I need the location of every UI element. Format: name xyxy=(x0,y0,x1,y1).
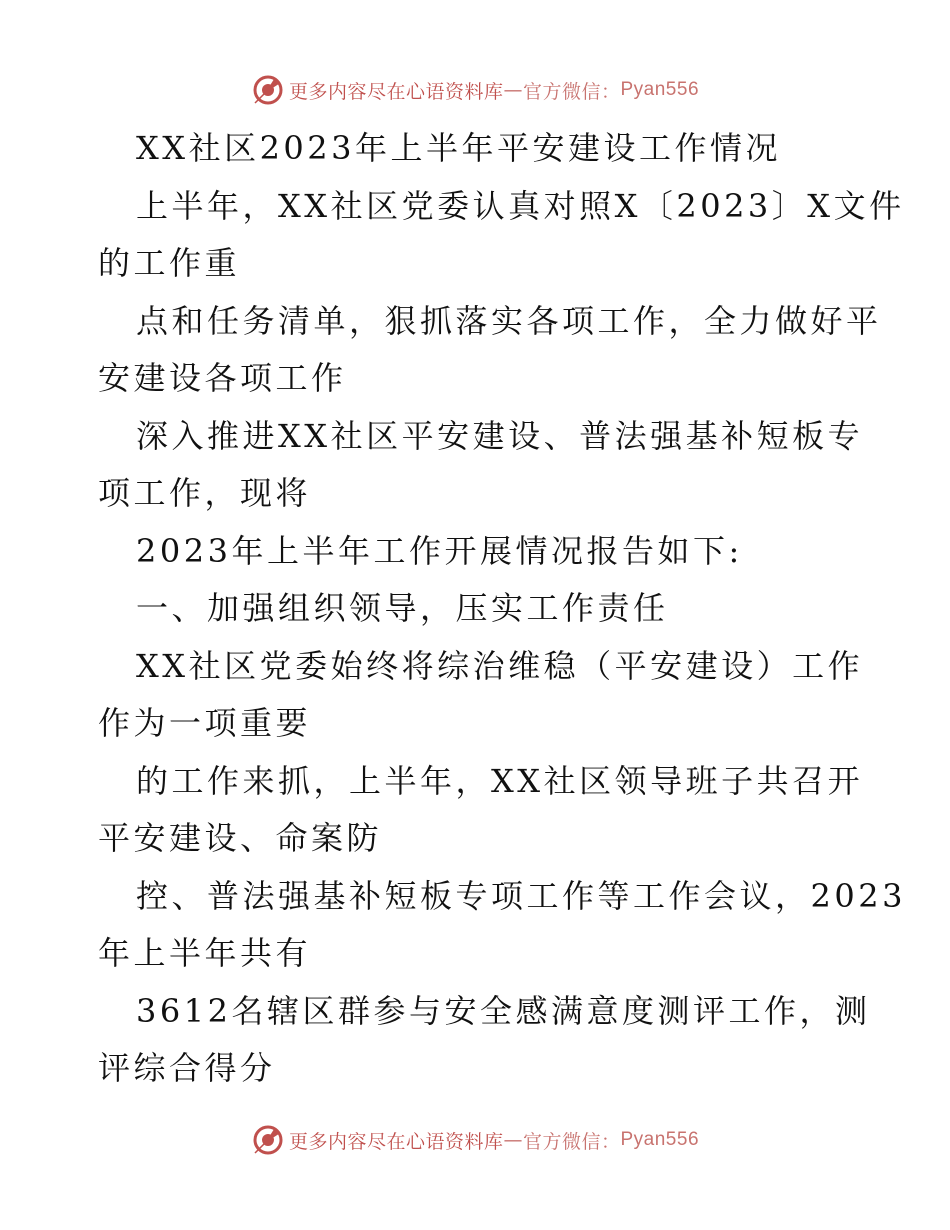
paragraph-line: XX社区党委始终将综治维稳（平安建设）工作 xyxy=(136,646,864,685)
pen-logo-icon xyxy=(251,1123,285,1157)
watermark-contact-label: 官方微信： xyxy=(522,1130,621,1153)
watermark-contact-label: 官方微信： xyxy=(522,80,621,103)
footer-watermark xyxy=(0,1120,950,1160)
paragraph-line: 点和任务清单，狠抓落实各项工作，全力做好平 xyxy=(136,301,882,340)
paragraph-line: 3612名辖区群参与安全感满意度测评工作，测 xyxy=(136,991,871,1030)
watermark-separator: — xyxy=(503,79,523,101)
paragraph-line: 项工作，现将 xyxy=(98,474,312,512)
paragraph-line: 年上半年共有 xyxy=(98,934,312,972)
paragraph-line: 的工作重 xyxy=(98,244,241,282)
watermark-text: 更多内容尽在心语资料库 xyxy=(288,1130,504,1153)
paragraph-line: 2023年上半年工作开展情况报告如下: xyxy=(136,531,743,570)
watermark-text: 更多内容尽在心语资料库 xyxy=(288,80,504,103)
watermark-contact-id: Pyan556 xyxy=(620,79,700,100)
watermark-contact-id: Pyan556 xyxy=(620,1129,700,1150)
paragraph-line: 平安建设、命案防 xyxy=(98,819,383,857)
paragraph-line: 评综合得分 xyxy=(98,1049,276,1087)
paragraph-line: 作为一项重要 xyxy=(98,704,312,742)
document-title: XX社区2023年上半年平安建设工作情况 xyxy=(136,129,782,167)
paragraph-line: 安建设各项工作 xyxy=(98,359,347,397)
section-heading: 一、加强组织领导，压实工作责任 xyxy=(136,589,669,627)
paragraph-line: 的工作来抓，上半年，XX社区领导班子共召开 xyxy=(136,761,864,800)
paragraph-line: 控、普法强基补短板专项工作等工作会议，2023 xyxy=(136,876,906,915)
header-watermark xyxy=(0,70,950,110)
paragraph-line: 上半年，XX社区党委认真对照X〔2023〕X文件 xyxy=(136,186,905,225)
pen-logo-icon xyxy=(251,73,285,107)
paragraph-line: 深入推进XX社区平安建设、普法强基补短板专 xyxy=(136,416,864,455)
watermark-separator: — xyxy=(503,1129,523,1151)
document-body xyxy=(98,120,906,1098)
